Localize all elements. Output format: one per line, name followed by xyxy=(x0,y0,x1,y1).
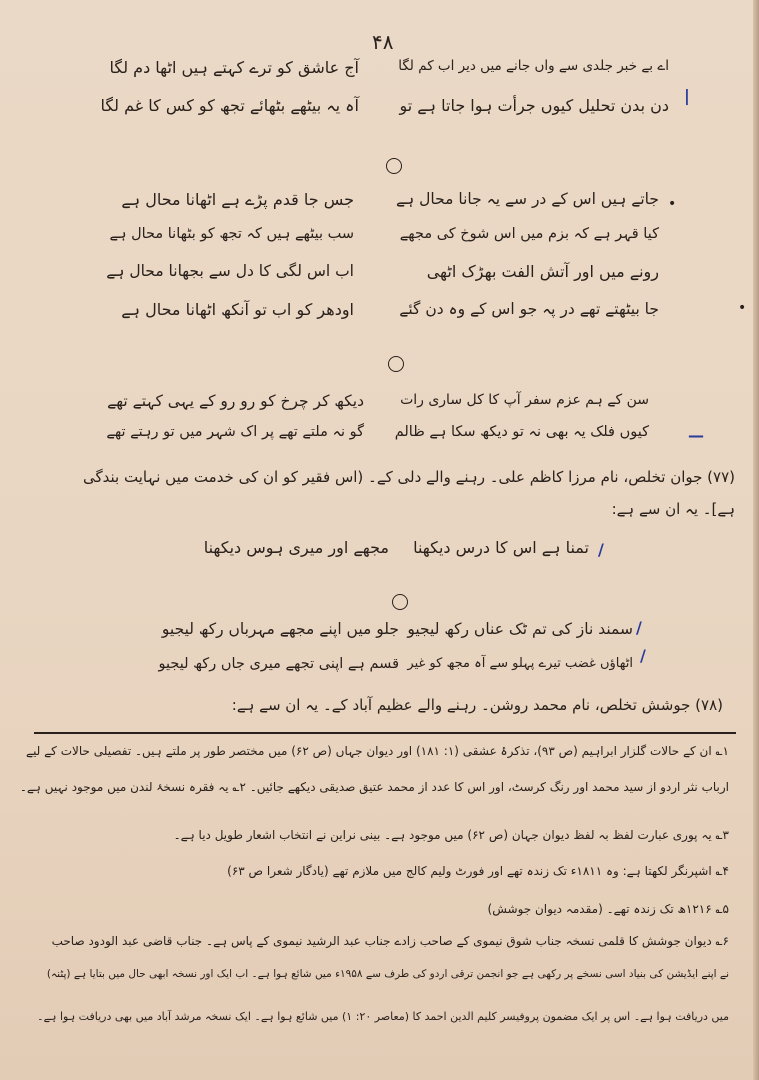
entry-heading: (۷۸) جوشش تخلص، نام محمد روشن۔ رہنے والے عظیم آباد کے۔ یہ ان سے ہے: xyxy=(231,696,723,714)
verse-line: سب بیٹھے ہیں کہ تجھ کو بٹھانا محال ہے xyxy=(109,226,354,242)
verse-line: گو نہ ملتے تھے پر اک شہر میں تو رہتے تھے xyxy=(106,424,364,440)
pen-mark: — xyxy=(688,426,704,445)
verse-line: جلو میں اپنے مجھے مہرباں رکھ لیجیو xyxy=(161,620,399,638)
section-circle xyxy=(392,594,408,610)
verse-line: قسم ہے اپنی تجھے میری جاں رکھ لیجیو xyxy=(158,656,399,672)
footnote-line: نے اپنے ایڈیشن کی بنیاد اسی نسخے پر رکھی ہے جو انجمن ترقی اردو کی طرف سے ۱۹۵۸ء میں شائع ہوا ہے۔ اب ایک اور نسخہ ابھی حال میں بتایا ہے (پٹنہ) xyxy=(46,968,729,980)
footnote-rule xyxy=(34,732,736,734)
footnote-line: ۴؎ اشپرنگر لکھتا ہے: وہ ۱۸۱۱ء تک زندہ تھے اور فورٹ ولیم کالج میں ملازم تھے (یادگار شعرا ص ۶۳) xyxy=(227,864,729,878)
section-circle xyxy=(388,356,404,372)
margin-dot: • xyxy=(738,300,747,316)
verse-line: اودھر کو اب تو آنکھ اٹھانا محال ہے xyxy=(121,300,354,319)
verse-line: سن کے ہم عزم سفر آپ کا کل ساری رات xyxy=(400,392,649,408)
verse-line: جاتے ہیں اس کے در سے یہ جانا محال ہے xyxy=(396,190,659,208)
footnote-line: ارباب نثر اردو از سید محمد اور رنگ کرسٹ، اور اس کا عدد از محمد عتیق صدیقی دیکھے جائیں۔ ۲؎ یہ فقرہ نسخۂ لندن میں موجود نہیں ہے۔ xyxy=(19,780,729,794)
footnote-line: ۵؎ ۱۲۱۶ھ تک زندہ تھے۔ (مقدمہ دیوان جوشش) xyxy=(487,902,729,916)
margin-dot: • xyxy=(668,196,677,212)
verse-line: سمند ناز کی تم ٹک عناں رکھ لیجیو xyxy=(407,620,633,638)
pen-mark: / xyxy=(640,646,646,665)
verse-line: کیا قہر ہے کہ بزم میں اس شوخ کی مجھے xyxy=(399,226,659,242)
footnote-line: ۶؎ دیوان جوشش کا قلمی نسخہ جناب شوق نیموی کے صاحب زادے جناب عبد الرشید نیموی کے پاس ہے۔ جناب قاضی عبد الودود صاحب xyxy=(51,934,729,948)
verse-line: اب اس لگی کا دل سے بجھانا محال ہے xyxy=(106,262,354,280)
verse-line: جا بیٹھتے تھے در پہ جو اس کے وہ دن گئے xyxy=(399,300,659,318)
footnote-line: میں دریافت ہوا ہے۔ اس پر ایک مضمون پروفیسر کلیم الدین احمد کا (معاصر ۲۰: ۱) میں شائع ہوا ہے۔ ایک نسخہ مرشد آباد میں بھی دریافت ہوا ہے۔ xyxy=(37,1010,729,1023)
entry-heading: ہے]۔ یہ ان سے ہے: xyxy=(611,500,735,518)
verse-line: اٹھاؤں غضب تیرے پہلو سے آہ مجھ کو غیر xyxy=(407,656,633,671)
verse-line: آہ یہ بیٹھے بٹھائے تجھ کو کس کا غم لگا xyxy=(100,96,359,115)
pen-mark: / xyxy=(598,540,604,559)
pen-mark: / xyxy=(636,618,642,637)
pen-mark: | xyxy=(684,86,690,105)
page-edge xyxy=(753,0,759,1080)
verse-line: مجھے اور میری ہوس دیکھنا xyxy=(203,538,389,557)
verse-line: آج عاشق کو ترے کہتے ہیں اٹھا دم لگا xyxy=(109,58,359,77)
page-number: ۴۸ xyxy=(372,30,394,54)
entry-heading: (۷۷) جوان تخلص، نام مرزا کاظم علی۔ رہنے والے دلی کے۔ (اس فقیر کو ان کی خدمت میں نہایت بندگی xyxy=(82,468,735,486)
verse-line: رونے میں اور آتش الفت بھڑک اٹھی xyxy=(426,262,659,281)
verse-line: دیکھ کر چرخ کو رو رو کے یہی کہتے تھے xyxy=(107,392,364,410)
verse-line: جس جا قدم پڑے ہے اٹھانا محال ہے xyxy=(121,190,354,209)
section-circle xyxy=(386,158,402,174)
verse-line: اے بے خبر جلدی سے واں جانے میں دیر اب کم لگا xyxy=(398,58,669,74)
verse-line: دن بدن تحلیل کیوں جرأت ہوا جاتا ہے تو xyxy=(399,96,669,115)
footnote-line: ۱؎ ان کے حالات گلزار ابراہیم (ص ۹۳)، تذکرۂ عشقی (۱: ۱۸۱) اور دیوان جہاں (ص ۶۲) میں مختصر طور پر ملتے ہیں۔ تفصیلی حالات کے لیے xyxy=(26,744,729,758)
verse-line: تمنا ہے اس کا درس دیکھنا xyxy=(413,538,589,557)
verse-line: کیوں فلک یہ بھی نہ تو دیکھ سکا ہے ظالم xyxy=(394,424,649,440)
footnote-line: ۳؎ یہ پوری عبارت لفظ بہ لفظ دیوان جہان (ص ۶۲) میں موجود ہے۔ بینی نراین نے انتخاب اشعار طویل دیا ہے۔ xyxy=(173,828,729,842)
